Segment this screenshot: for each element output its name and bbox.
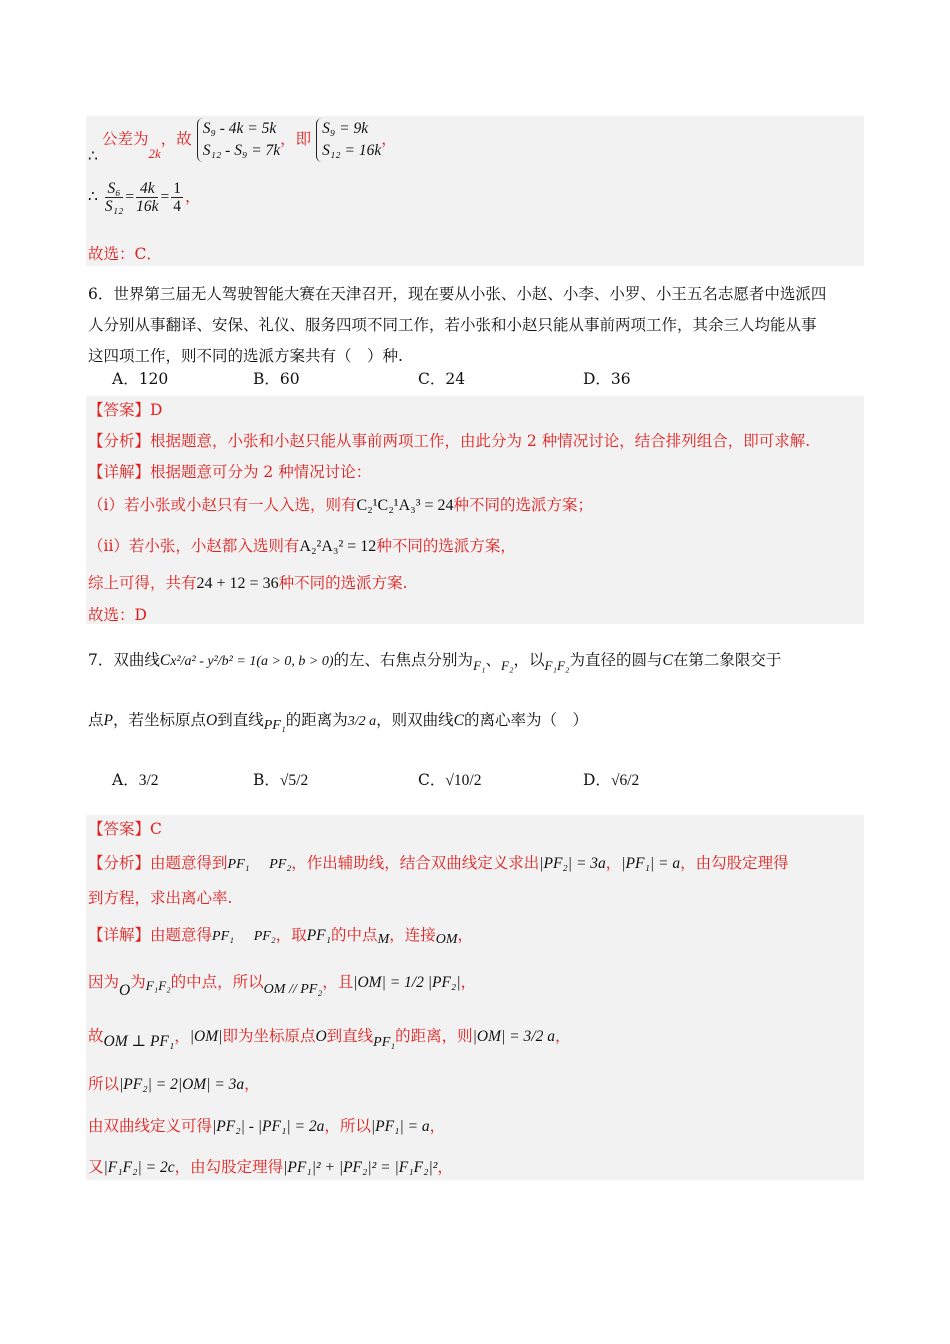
q7-text: ，连接 — [389, 926, 436, 944]
q7-text: ，作出辅助线，结合双曲线定义求出 — [291, 854, 540, 872]
q7-math: PF₁ — [263, 718, 286, 733]
therefore-symbol: ∴ — [88, 147, 98, 165]
prev-text: ， — [184, 187, 201, 206]
prev-line-2: ∴ $\frac{\text{S₆}}{\text{S₁₂}}$ = $\frac{4k}{16k}$ = $\frac{1}{4}$ ， — [88, 180, 201, 215]
q7-stem-1 — [88, 648, 782, 673]
q7-math: C — [662, 652, 673, 669]
option-value: √5/2 — [279, 772, 309, 789]
prev-math: 2k — [148, 146, 161, 161]
q7-text: 为直径的圆与 — [569, 651, 663, 669]
q6-stem-1: 6．世界第三届无人驾驶智能大赛在天津召开，现在要从小张、小赵、小李、小罗、小王五名志愿者中选派四 — [88, 285, 827, 303]
q7-text: 的距离，则 — [395, 1027, 473, 1045]
prev-line-1 — [88, 118, 397, 165]
q6-case-text: 种不同的选派方案； — [453, 496, 594, 514]
q7-math: |PF₁|² + |PF₂|² = |F₁F₂|² — [283, 1159, 438, 1176]
q7-detail-6 — [88, 1155, 453, 1177]
fraction-numerator: 1 — [173, 180, 181, 197]
q7-math: PF₁ — [373, 1035, 396, 1050]
ratio-fraction — [136, 180, 158, 215]
q7-text: 又 — [88, 1158, 104, 1176]
system-row: S₉ - 4k = 5k — [202, 120, 277, 137]
q7-math: O — [315, 1028, 327, 1045]
q6-case-1 — [88, 493, 593, 515]
ratio-fraction — [105, 180, 124, 215]
q7-text: 到直线 — [326, 1027, 374, 1045]
q7-text: 由双曲线定义可得 — [88, 1117, 213, 1135]
q7-math: F₂ — [501, 658, 514, 673]
q7-math: |PF₂| = 2|OM| = 3a — [119, 1076, 245, 1093]
q6-option-c: C．24 — [418, 370, 466, 388]
q7-analysis-1 — [88, 851, 789, 873]
q6-analysis: 【分析】根据题意，小张和小赵只能从事前两项工作，由此分为 2 种情况讨论，结合排列组合，即可求解. — [88, 432, 811, 450]
prev-text: ，故 — [160, 130, 192, 148]
q7-math: F₁ — [473, 658, 486, 673]
prev-text: 公差为 — [102, 130, 149, 148]
q6-case-2 — [88, 534, 516, 556]
prev-text: ， — [381, 130, 397, 148]
q7-text: 的离心率为（ ） — [463, 711, 588, 729]
q6-summary-text: 综上可得，共有 — [88, 574, 197, 592]
option-value: √10/2 — [445, 772, 482, 789]
q7-stem-2 — [88, 708, 588, 733]
q7-text: 7．双曲线 — [88, 651, 160, 669]
q7-option-b — [253, 768, 308, 790]
q7-text: 的中点，所以 — [170, 973, 264, 991]
q7-text: ， — [174, 1027, 190, 1045]
q7-text: ， — [457, 926, 474, 944]
q7-math: |PF₁| = a — [621, 855, 681, 872]
q7-hyperbola-equation: x²/a² - y²/b² = 1(a > 0, b > 0) — [170, 654, 334, 669]
q6-case-expr: A₂²A₃² = 12 — [299, 538, 377, 555]
q7-math: |F₁F₂| = 2c — [103, 1159, 175, 1176]
q7-option-d — [583, 768, 639, 790]
q7-text: ，若坐标原点 — [112, 711, 206, 729]
q7-text: ，则双曲线 — [376, 711, 454, 729]
q7-detail-3 — [88, 1024, 571, 1050]
q7-text: ， — [244, 1075, 260, 1093]
option-label: C． — [418, 771, 446, 789]
q7-math: C — [453, 712, 464, 729]
option-label: A． — [112, 771, 139, 789]
prev-choose: 故选：C． — [88, 245, 162, 263]
q7-text: 故 — [88, 1027, 104, 1045]
q7-math: |PF₂| = 3a — [539, 855, 606, 872]
q7-math: |OM| — [189, 1028, 223, 1045]
fraction-numerator: 4k — [136, 180, 158, 198]
q6-case-text: 种不同的选派方案， — [376, 537, 516, 555]
q7-detail-5 — [88, 1114, 445, 1136]
q7-text: ， — [437, 1158, 453, 1176]
q7-detail-2 — [88, 970, 477, 999]
q7-text: ， — [429, 1117, 446, 1135]
option-label: B． — [253, 771, 280, 789]
q7-math: OM // PF₂ — [263, 982, 323, 997]
q7-text: ， — [554, 1027, 571, 1045]
q7-text: 到直线 — [217, 711, 264, 729]
q7-text: ，以 — [513, 651, 545, 669]
q7-option-c — [418, 768, 481, 790]
q7-text: ，由勾股定理得 — [680, 854, 789, 872]
ratio-fraction — [171, 180, 183, 215]
fraction-denominator: 16k — [136, 198, 159, 215]
q7-analysis-2: 到方程，求出离心率. — [88, 889, 233, 907]
q7-detail-4 — [88, 1072, 260, 1094]
option-label: D． — [583, 771, 611, 789]
q6-option-a: A．120 — [112, 370, 169, 388]
q6-summary-text: 种不同的选派方案. — [278, 574, 408, 592]
q7-text: 在第二象限交于 — [672, 651, 782, 669]
q7-math: PF₂ — [269, 857, 292, 872]
q7-text: 的左、右焦点分别为 — [333, 651, 474, 669]
prev-system-1 — [197, 118, 280, 162]
q7-text: 的中点 — [331, 926, 378, 944]
system-row: S₉ = 9k — [322, 120, 369, 137]
q7-text: 【分析】由题意得到 — [88, 854, 228, 872]
q7-text: 所以 — [88, 1075, 120, 1093]
q6-case-expr: C₂¹C₂¹A₃³ = 24 — [356, 497, 454, 514]
q7-math: O — [119, 982, 131, 999]
q7-text: ，且 — [322, 973, 354, 991]
therefore-symbol: ∴ — [88, 187, 98, 206]
fraction-denominator: 4 — [173, 198, 181, 215]
q7-math: C — [159, 652, 171, 669]
q7-text: 因为 — [88, 973, 120, 991]
q6-case-text: （i）若小张或小赵只有一人入选，则有 — [88, 496, 357, 514]
fraction-numerator: S₆ — [105, 180, 124, 198]
q6-detail: 【详解】根据题意可分为 2 种情况讨论： — [88, 463, 372, 481]
q7-math: M — [377, 932, 390, 947]
prev-system-2 — [316, 118, 381, 162]
q7-math: OM — [435, 932, 458, 947]
option-value: √6/2 — [610, 772, 640, 789]
q7-math: PF₁ — [227, 857, 250, 872]
q7-option-a — [112, 768, 159, 790]
q7-math: |OM| = 3/2 a — [472, 1028, 555, 1045]
q7-text: ，由勾股定理得 — [174, 1158, 284, 1176]
q7-math: |PF₁| = a — [370, 1118, 430, 1135]
prev-text: ，即 — [280, 130, 312, 148]
q6-option-d: D．36 — [583, 370, 631, 388]
option-value: 3/2 — [138, 772, 159, 789]
q7-math: PF₁ — [212, 929, 234, 944]
q7-text: ， — [605, 854, 622, 872]
q7-text: ， — [460, 973, 477, 991]
system-row: S₁₂ - S₉ = 7k — [202, 142, 281, 159]
q6-option-b: B．60 — [253, 370, 300, 388]
q7-math: |PF₂| - |PF₁| = 2a — [212, 1118, 325, 1135]
q7-text: 为 — [130, 973, 146, 991]
q7-math: F₁F₂ — [544, 658, 570, 673]
q7-text: ，所以 — [324, 1117, 371, 1135]
q6-choose: 故选：D — [88, 606, 147, 624]
q6-stem-2: 人分别从事翻译、安保、礼仪、服务四项不同工作，若小张和小赵只能从事前两项工作，其余三人均能从事 — [88, 316, 817, 334]
q7-text: ，取 — [275, 926, 307, 944]
q7-math: F₁F₂ — [145, 978, 171, 993]
q6-answer: 【答案】D — [88, 401, 163, 419]
q7-text: 点 — [88, 711, 104, 729]
q7-math: |OM| = 1/2 |PF₂| — [353, 974, 461, 991]
fraction-denominator: S₁₂ — [104, 198, 124, 215]
q7-distance-value: 3/2 a — [347, 714, 377, 729]
q7-text: 【详解】由题意得 — [88, 926, 213, 944]
q6-summary — [88, 571, 408, 593]
q7-text: 的距离为 — [285, 711, 348, 729]
q7-math: OM ⊥ PF₁ — [103, 1033, 175, 1050]
q7-math: PF₂ — [253, 929, 276, 944]
q7-math: PF₁ — [306, 927, 332, 944]
q7-answer: 【答案】C — [88, 820, 162, 838]
q7-text: 即为坐标原点 — [222, 1027, 316, 1045]
q6-summary-expr: 24 + 12 = 36 — [196, 575, 279, 592]
q6-stem-3: 这四项工作，则不同的选派方案共有（ ）种. — [88, 347, 403, 365]
q7-text: 、 — [485, 651, 502, 669]
q7-math: P — [103, 712, 113, 729]
q7-math: O — [206, 712, 218, 729]
q6-case-text: （ii）若小张，小赵都入选则有 — [88, 537, 300, 555]
q7-detail-1 — [88, 923, 473, 945]
system-row: S₁₂ = 16k — [322, 142, 382, 159]
